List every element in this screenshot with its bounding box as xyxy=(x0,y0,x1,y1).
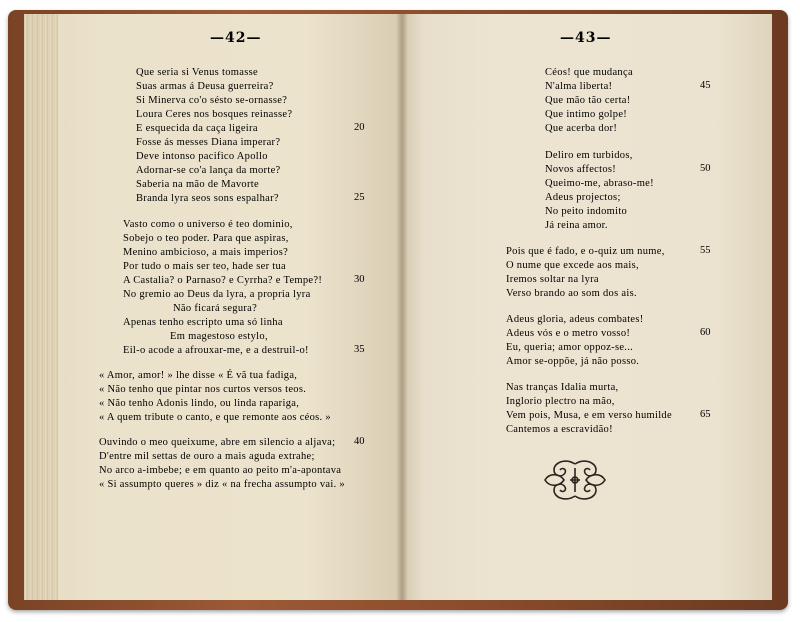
book-gutter xyxy=(396,14,408,600)
verse-line: Adornar-se co'a lança da morte? xyxy=(136,165,281,176)
fleuron-ornament-icon xyxy=(540,458,610,502)
verse-line: Suas armas á Deusa guerreira? xyxy=(136,81,274,92)
verse-line: Vem pois, Musa, e em verso humilde xyxy=(506,410,672,421)
verse-line: Em magestoso estylo, xyxy=(170,331,268,342)
verse-line: Que mão tão certa! xyxy=(545,95,631,106)
page-edges xyxy=(24,14,58,600)
verse-line: Que acerba dor! xyxy=(545,123,618,134)
verse-line: No arco a-imbebe; e em quanto ao peito m'a-apontava xyxy=(99,465,342,476)
verse-line: Vasto como o universo é teo dominio, xyxy=(123,219,293,230)
verse-line: Já reina amor. xyxy=(545,220,608,231)
verse-line: Por tudo o mais ser teo, hade ser tua xyxy=(123,261,287,272)
verse-line: Nas tranças Idalia murta, xyxy=(506,382,619,393)
verse-line: A Castalia? o Parnaso? e Cyrrha? e Tempe?! xyxy=(123,275,323,286)
line-number: 30 xyxy=(354,274,365,285)
verse-line: « Não tenho Adonis lindo, ou linda rapariga, xyxy=(99,398,300,409)
page-number-right: —43— xyxy=(560,30,612,46)
line-number: 35 xyxy=(354,344,365,355)
verse-line: Apenas tenho escripto uma só linha xyxy=(123,317,283,328)
verse-line: Deliro em turbidos, xyxy=(545,150,633,161)
verse-line: Queimo-me, abraso-me! xyxy=(545,178,654,189)
verse-line: Verso brando ao som dos ais. xyxy=(506,288,637,299)
verse-line: O nume que excede aos mais, xyxy=(506,260,639,271)
verse-line: Iremos soltar na lyra xyxy=(506,274,599,285)
line-number: 40 xyxy=(354,436,365,447)
verse-line: Que intimo golpe! xyxy=(545,109,628,120)
line-number: 25 xyxy=(354,192,365,203)
verse-line: Inglorio plectro na mão, xyxy=(506,396,615,407)
verse-line: Amor se-oppõe, já não posso. xyxy=(506,356,640,367)
line-number: 45 xyxy=(700,80,711,91)
verse-line: Adeus projectos; xyxy=(545,192,621,203)
verse-line: E esquecida da caça ligeira xyxy=(136,123,258,134)
verse-line: Deve intonso pacifico Apollo xyxy=(136,151,268,162)
verse-line: Eil-o acode a afrouxar-me, e a destruil-o! xyxy=(123,345,309,356)
verse-line: Adeus gloria, adeus combates! xyxy=(506,314,644,325)
verse-line: Menino ambicioso, a mais imperios? xyxy=(123,247,289,258)
verse-line: Fosse ás messes Diana imperar? xyxy=(136,137,281,148)
verse-line: Céos! que mudança xyxy=(545,67,633,78)
verse-line: « Si assumpto queres » diz « na frecha assumpto vai. » xyxy=(99,479,345,490)
verse-line: Que seria si Venus tomasse xyxy=(136,67,258,78)
page-number-left: —42— xyxy=(210,30,262,46)
line-number: 60 xyxy=(700,327,711,338)
verse-line: Saberia na mão de Mavorte xyxy=(136,179,259,190)
line-number: 55 xyxy=(700,245,711,256)
verse-line: Novos affectos! xyxy=(545,164,617,175)
verse-line: Cantemos a escravidão! xyxy=(506,424,613,435)
verse-line: Branda lyra seos sons espalhar? xyxy=(136,193,279,204)
verse-line: D'entre mil settas de ouro a mais aguda extrahe; xyxy=(99,451,315,462)
verse-line: Sobejo o teo poder. Para que aspiras, xyxy=(123,233,289,244)
verse-line: Ouvindo o meo queixume, abre em silencio a aljava; xyxy=(99,437,336,448)
verse-line: No peito indomito xyxy=(545,206,628,217)
verse-line: Loura Ceres nos bosques reinasse? xyxy=(136,109,293,120)
verse-line: « A quem tribute o canto, e que remonte aos céos. » xyxy=(99,412,331,423)
line-number: 50 xyxy=(700,163,711,174)
line-number: 65 xyxy=(700,409,711,420)
verse-line: Adeus vós e o metro vosso! xyxy=(506,328,631,339)
verse-line: Si Minerva co'o sésto se-ornasse? xyxy=(136,95,288,106)
verse-line: « Amor, amor! » lhe disse « É vã tua fadiga, xyxy=(99,370,298,381)
line-number: 20 xyxy=(354,122,365,133)
verse-line: No gremio ao Deus da lyra, a propria lyra xyxy=(123,289,311,300)
verse-line: Pois que é fado, e o-quiz um nume, xyxy=(506,246,665,257)
verse-line: N'alma liberta! xyxy=(545,81,613,92)
verse-line: « Não tenho que pintar nos curtos versos teos. xyxy=(99,384,307,395)
verse-line: Eu, queria; amor oppoz-se... xyxy=(506,342,634,353)
verse-line: Não ficará segura? xyxy=(173,303,258,314)
